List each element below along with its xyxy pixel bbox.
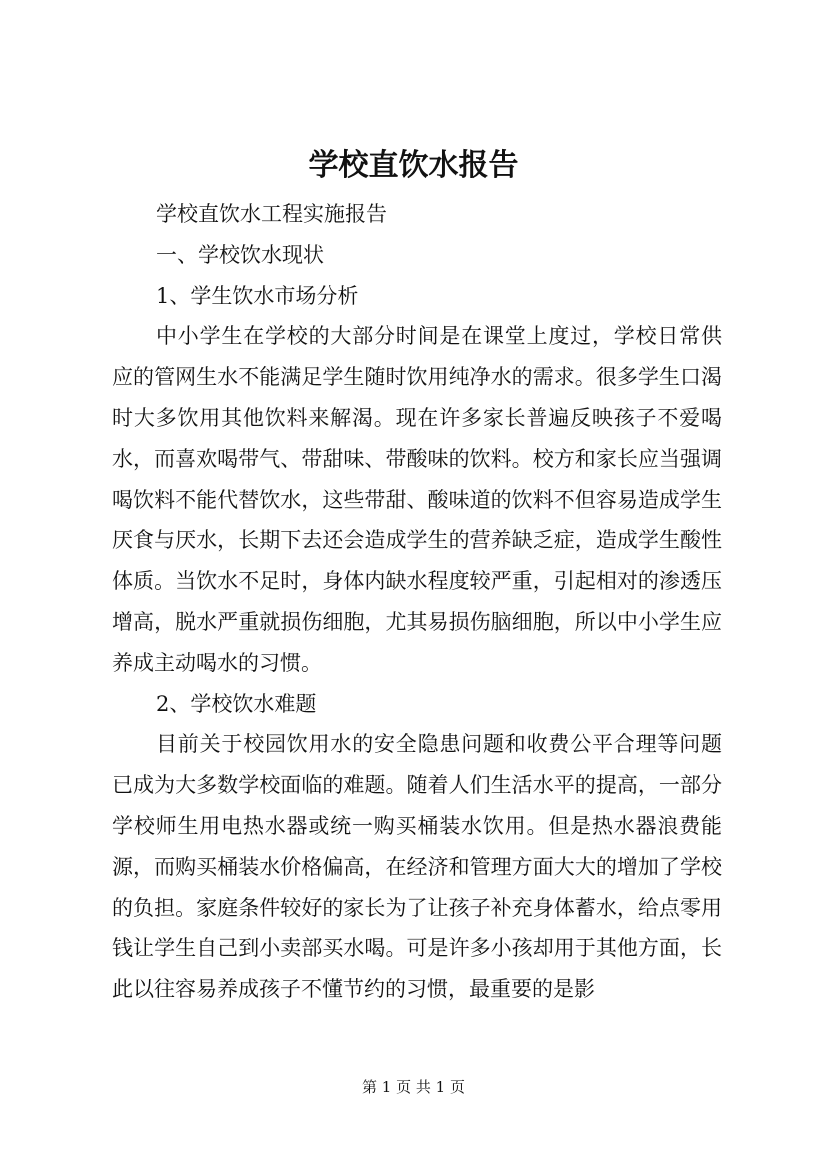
paragraph-subtitle: 学校直饮水工程实施报告 (156, 202, 387, 226)
document-title: 学校直饮水报告 (308, 148, 519, 183)
page-footer: 第 1 页 共 1 页 (362, 1078, 465, 1096)
paragraph-drinking-problems: 目前关于校园饮用水的安全隐患问题和收费公平合理等问题已成为大多数学校面临的难题。随着人们生活水平的提高，一部分学校师生用电热水器或统一购买桶装水饮用。但是热水器浪费能源，而购买桶装水价格偏高，在经济和管理方面大大的增加了学校的负担。家庭条件较好的家长为了让孩子补充身体蓄水，给点零用钱让学生自己到小卖部买水喝。可是许多小孩却用于其他方面，长此以往容易养成孩子不懂节约的习惯，最重要的是影 (112, 732, 722, 1002)
paragraph-subsection-heading-2: 2、学校饮水难题 (156, 691, 317, 716)
paragraph-market-analysis: 中小学生在学校的大部分时间是在课堂上度过，学校日常供应的管网生水不能满足学生随时饮用纯净水的需求。很多学生口渴时大多饮用其他饮料来解渴。现在许多家长普遍反映孩子不爱喝水，而喜欢喝带气、带甜味、带酸味的饮料。校方和家长应当强调喝饮料不能代替饮水，这些带甜、酸味道的饮料不但容易造成学生厌食与厌水，长期下去还会造成学生的营养缺乏症，造成学生酸性体质。当饮水不足时，身体内缺水程度较严重，引起相对的渗透压增高，脱水严重就损伤细胞，尤其易损伤脑细胞，所以中小学生应养成主动喝水的习惯。 (112, 324, 722, 675)
document-body (112, 194, 722, 1010)
paragraph-subsection-heading-1: 1、学生饮水市场分析 (156, 283, 359, 308)
paragraph-section-heading: 一、学校饮水现状 (156, 242, 324, 267)
